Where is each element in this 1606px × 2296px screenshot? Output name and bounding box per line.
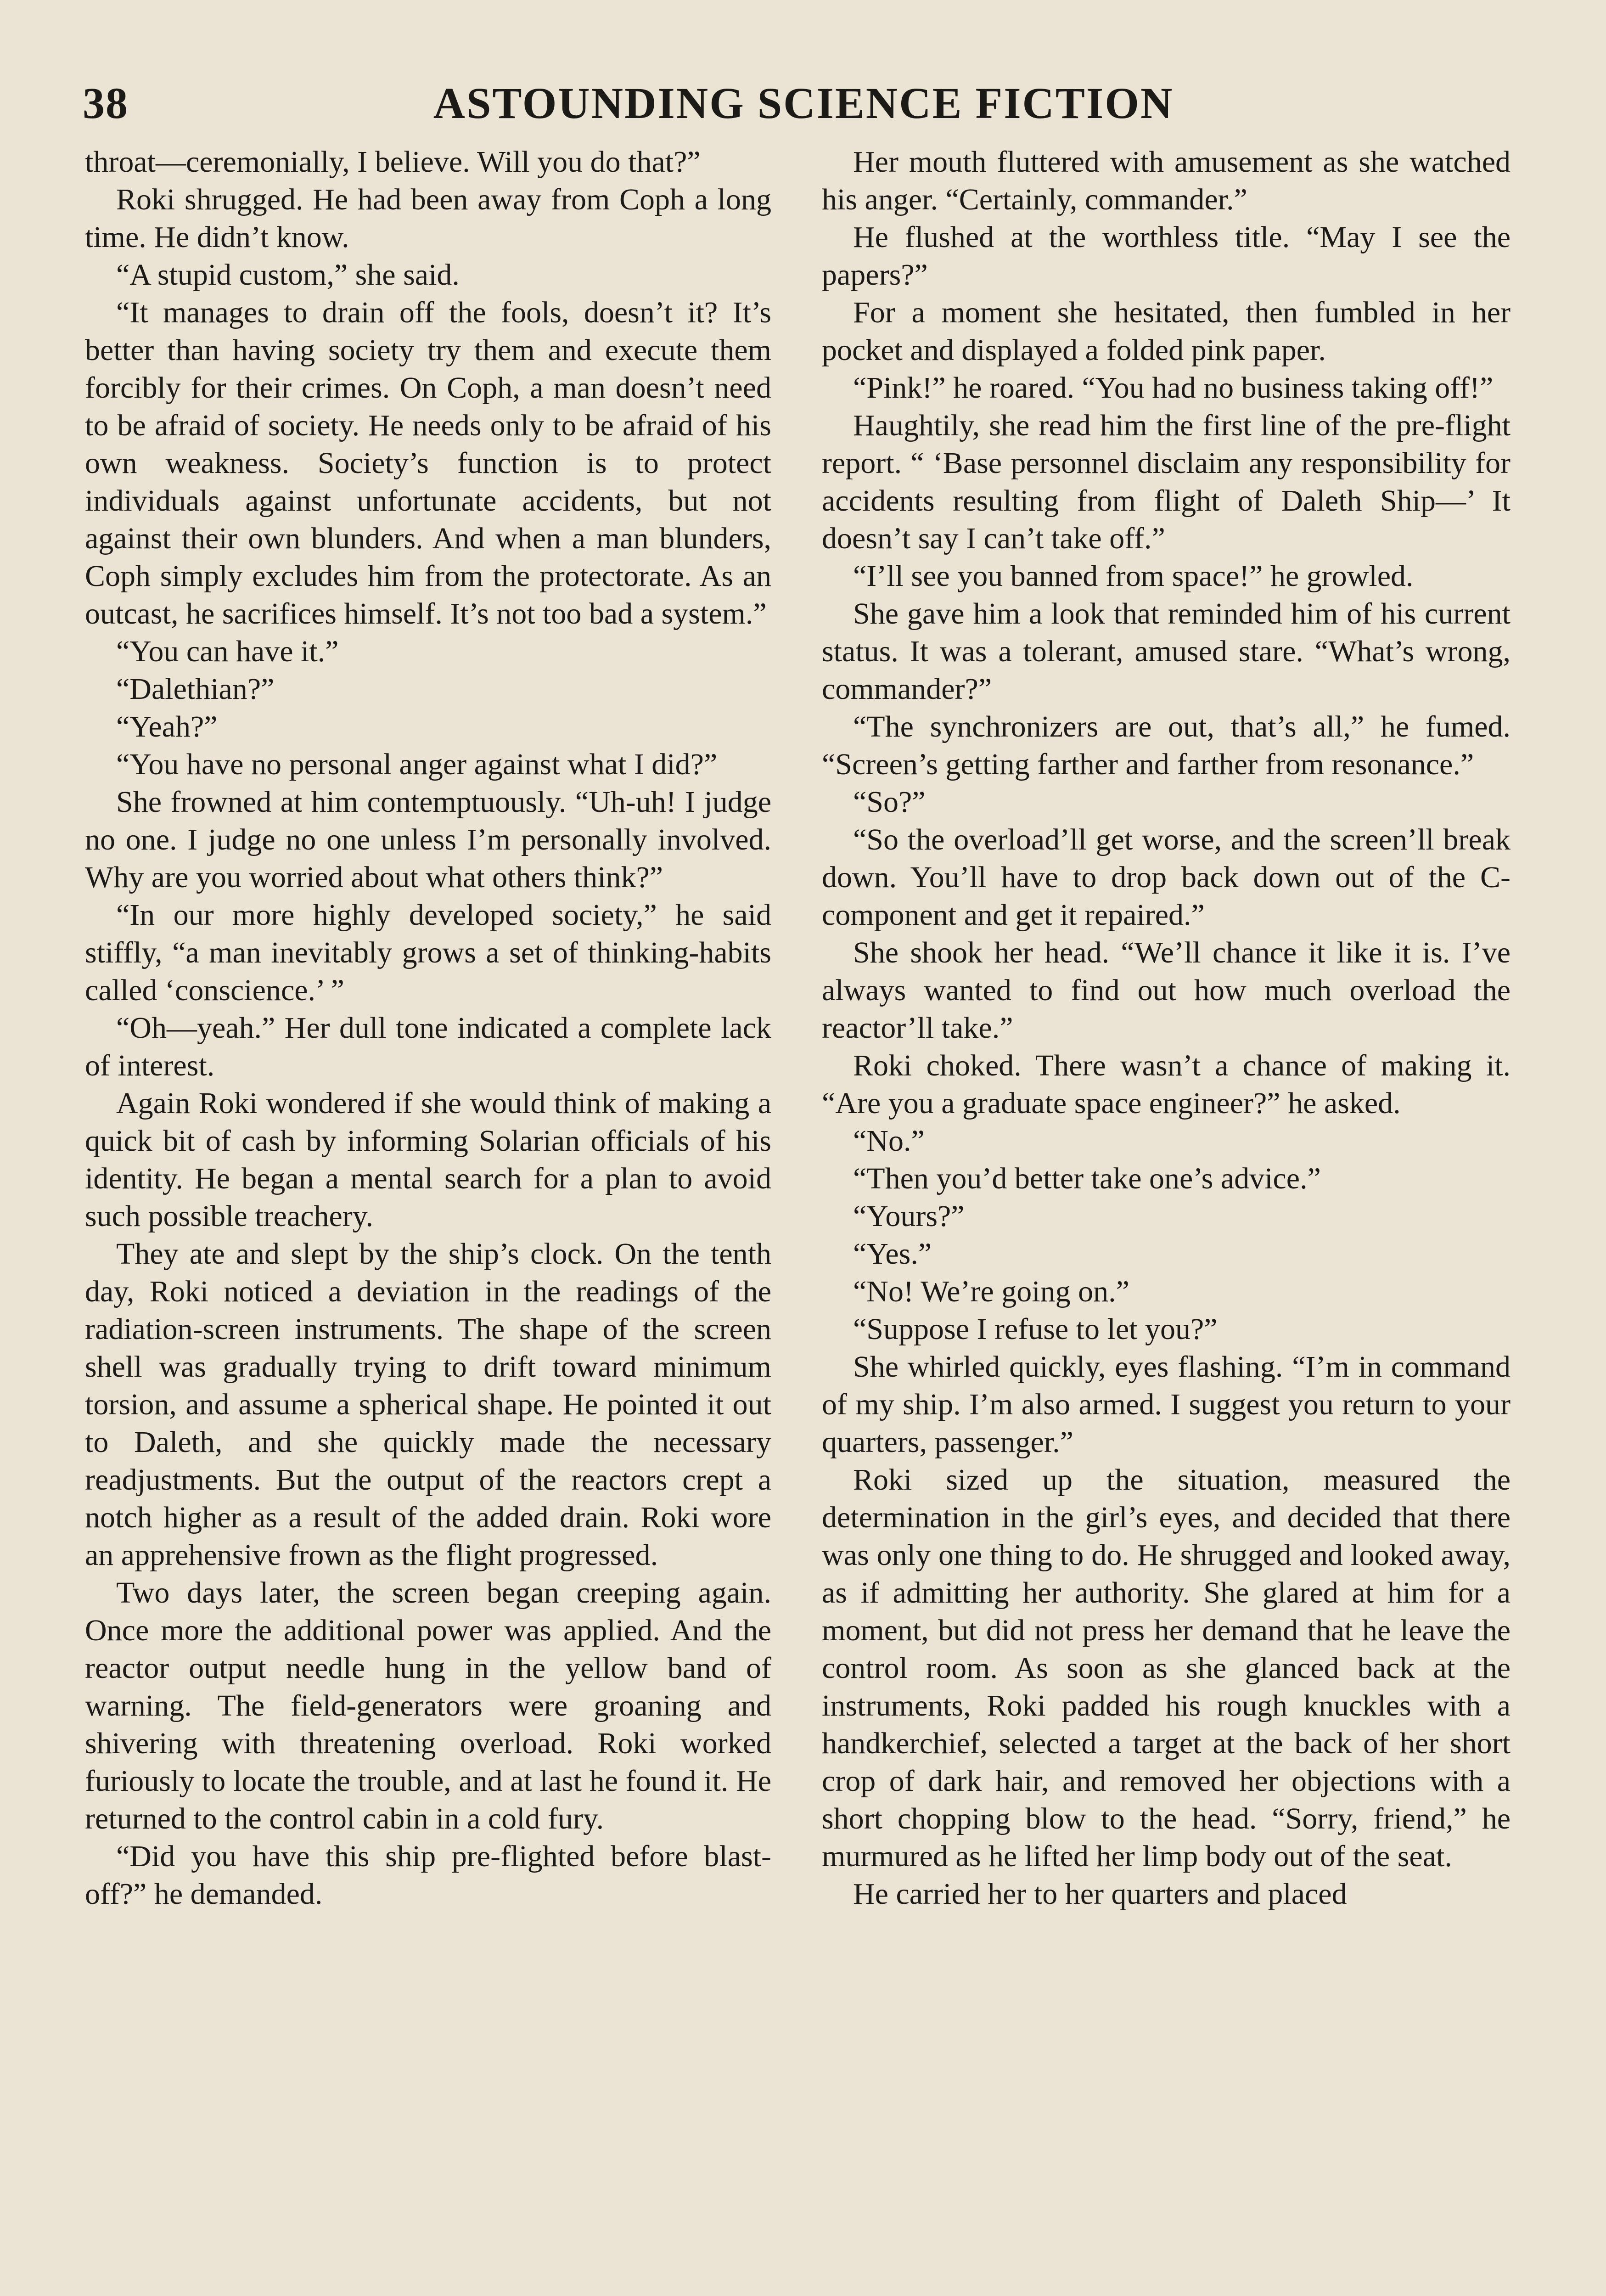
paragraph: “You have no personal anger against what I did?” (116, 748, 718, 781)
paragraph: She shook her head. “We’ll chance it like it is. I’ve always wanted to find out how much overload the reactor’ll take.” (822, 936, 1511, 1045)
paragraph: “Yours?” (853, 1199, 965, 1233)
paragraph: “Yeah?” (116, 710, 218, 743)
paragraph: Roki shrugged. He had been away from Coph a long time. He didn’t know. (85, 183, 771, 254)
running-title: ASTOUNDING SCIENCE FICTION (433, 79, 1174, 128)
left-column (85, 143, 771, 2296)
paragraph: “Oh—yeah.” Her dull tone indicated a complete lack of interest. (85, 1011, 771, 1082)
paragraph: Again Roki wondered if she would think of making a quick bit of cash by informing Solarian officials of his identity. He began a mental search for a plan to avoid such possible treachery. (85, 1086, 771, 1233)
paragraph: “No.” (853, 1124, 925, 1158)
paragraph: He carried her to her quarters and placed (853, 1877, 1347, 1911)
paragraph: Her mouth fluttered with amusement as she watched his anger. “Certainly, commander.” (822, 145, 1511, 216)
paragraph: “It manages to drain off the fools, doesn’t it? It’s better than having society try them and execute them forcibly for their crimes. On Coph, a man doesn’t need to be afraid of society. He needs only to be afraid of his own weakness. Society’s function is to protect individuals against unfortunate accidents, but not against their own blunders. And when a man blunders, Coph simply excludes him from the protectorate. As an outcast, he sacrifices himself. It’s not too bad a system.” (85, 296, 771, 630)
right-column (822, 143, 1511, 2296)
paragraph: throat—ceremonially, I believe. Will you do that?” (85, 145, 701, 179)
paragraph: “So the overload’ll get worse, and the screen’ll break down. You’ll have to drop back down out of the C-component and get it repaired.” (822, 823, 1511, 932)
paragraph: She whirled quickly, eyes flashing. “I’m in command of my ship. I’m also armed. I suggest you return to your quarters, passenger.” (822, 1350, 1511, 1459)
paragraph: “No! We’re going on.” (853, 1275, 1129, 1308)
paragraph: Two days later, the screen began creeping again. Once more the additional power was applied. And the reactor output needle hung in the yellow band of warning. The field-generators were groaning and shivering with threatening overload. Roki worked furiously to locate the trouble, and at last he found it. He returned to the control cabin in a cold fury. (85, 1576, 771, 1835)
paragraph: Roki choked. There wasn’t a chance of making it. “Are you a graduate space engineer?” he asked. (822, 1049, 1511, 1120)
paragraph: “Then you’d better take one’s advice.” (853, 1162, 1321, 1195)
paragraph: “I’ll see you banned from space!” he growled. (853, 559, 1414, 593)
paragraph: “You can have it.” (116, 635, 339, 668)
paragraph: They ate and slept by the ship’s clock. On the tenth day, Roki noticed a deviation in the readings of the radiation-screen instruments. The shape of the screen shell was gradually trying to drift toward minimum torsion, and assume a spherical shape. He pointed it out to Daleth, and she quickly made the necessary readjustments. But the output of the reactors crept a notch higher as a result of the added drain. Roki wore an apprehensive frown as the flight progressed. (85, 1237, 771, 1572)
paragraph: “Yes.” (853, 1237, 932, 1271)
paragraph: Haughtily, she read him the first line of the pre-flight report. “ ‘Base personnel disclaim any responsibility for accidents resulting from flight of Daleth Ship—’ It doesn’t say I can’t take off.” (822, 409, 1511, 555)
page-number: 38 (83, 79, 129, 128)
paragraph: She frowned at him contemptuously. “Uh-uh! I judge no one. I judge no one unless I’m personally involved. Why are you worried about what others think?” (85, 785, 771, 894)
paragraph: Roki sized up the situation, measured the determination in the girl’s eyes, and decided that there was only one thing to do. He shrugged and looked away, as if admitting her authority. She glared at him for a moment, but did not press her demand that he leave the control room. As soon as she glanced back at the instruments, Roki padded his rough knuckles with a handkerchief, selected a target at the back of her short crop of dark hair, and removed her objections with a short chopping blow to the head. “Sorry, friend,” he murmured as he lifted her limp body out of the seat. (822, 1463, 1511, 1873)
paragraph: She gave him a look that reminded him of his current status. It was a tolerant, amused stare. “What’s wrong, commander?” (822, 597, 1511, 706)
page-header (83, 73, 1524, 133)
paragraph: “A stupid custom,” she said. (116, 258, 460, 292)
paragraph: “Pink!” he roared. “You had no business taking off!” (853, 371, 1494, 405)
paragraph: “The synchronizers are out, that’s all,” he fumed. “Screen’s getting farther and farther from resonance.” (822, 710, 1511, 781)
paragraph: “So?” (853, 785, 926, 819)
paragraph: “Suppose I refuse to let you?” (853, 1312, 1218, 1346)
paragraph: “Did you have this ship pre-flighted before blast-off?” he demanded. (85, 1840, 771, 1911)
paragraph: He flushed at the worthless title. “May I see the papers?” (822, 220, 1511, 292)
paragraph: “Dalethian?” (116, 672, 275, 706)
paragraph: “In our more highly developed society,” he said stiffly, “a man inevitably grows a set of thinking-habits called ‘conscience.’ ” (85, 898, 771, 1007)
paragraph: For a moment she hesitated, then fumbled in her pocket and displayed a folded pink paper. (822, 296, 1511, 367)
